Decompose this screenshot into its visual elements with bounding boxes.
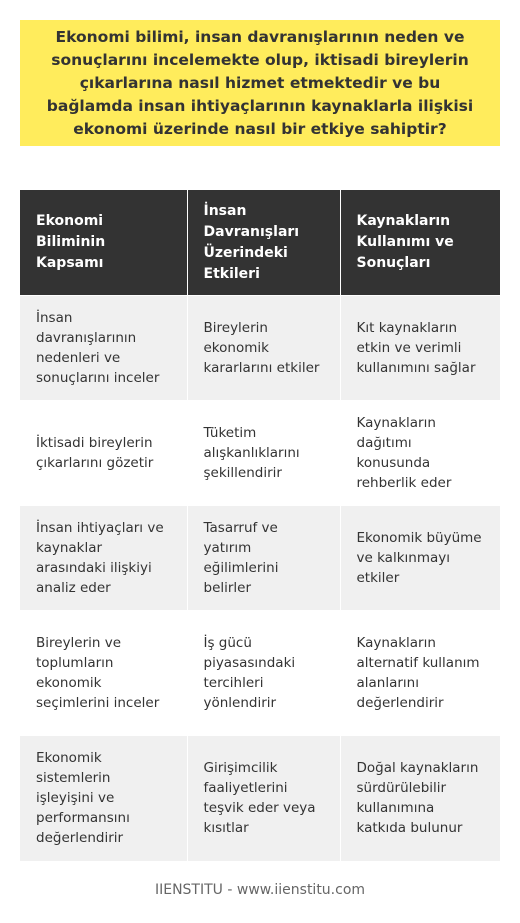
table-cell: Doğal kaynakların sürdürülebilir kullanımına katkıda bulunur	[340, 736, 500, 861]
table-header-row	[20, 190, 500, 296]
table-cell: Kıt kaynakların etkin ve verimli kullanımını sağlar	[340, 296, 500, 401]
header-resource-usage: Kaynakların Kullanımı ve Sonuçları	[340, 190, 500, 296]
table-cell: Girişimcilik faaliyetlerini teşvik eder veya kısıtlar	[187, 736, 340, 861]
header-behavior-effects: İnsan Davranışları Üzerindeki Etkileri	[187, 190, 340, 296]
table-cell: Kaynakların alternatif kullanım alanlarını değerlendirir	[340, 611, 500, 736]
table-row	[20, 506, 500, 611]
table-row	[20, 296, 500, 401]
question-box	[20, 20, 500, 146]
table-row	[20, 611, 500, 736]
question-text: Ekonomi bilimi, insan davranışlarının neden ve sonuçlarını incelemekte olup, iktisadi bireylerin çıkarlarına nasıl hizmet etmektedir ve bu bağlamda insan ihtiyaçlarının kaynaklarla ilişkisi ekonomi üzerinde nasıl bir etkiye sahiptir?	[46, 27, 474, 138]
table-row	[20, 401, 500, 506]
comparison-table	[20, 190, 500, 861]
comparison-table-container	[20, 190, 500, 861]
table-cell: İnsan ihtiyaçları ve kaynaklar arasındaki ilişkiyi analiz eder	[20, 506, 187, 611]
table-cell: Tasarruf ve yatırım eğilimlerini belirler	[187, 506, 340, 611]
table-cell: Kaynakların dağıtımı konusunda rehberlik eder	[340, 401, 500, 506]
table-cell: Tüketim alışkanlıklarını şekillendirir	[187, 401, 340, 506]
table-cell: İş gücü piyasasındaki tercihleri yönlendirir	[187, 611, 340, 736]
table-row	[20, 736, 500, 861]
table-cell: İktisadi bireylerin çıkarlarını gözetir	[20, 401, 187, 506]
table-cell: Bireylerin ekonomik kararlarını etkiler	[187, 296, 340, 401]
table-cell: İnsan davranışlarının nedenleri ve sonuçlarını inceler	[20, 296, 187, 401]
table-cell: Ekonomik sistemlerin işleyişini ve performansını değerlendirir	[20, 736, 187, 861]
table-cell: Ekonomik büyüme ve kalkınmayı etkiler	[340, 506, 500, 611]
header-scope: Ekonomi Biliminin Kapsamı	[20, 190, 187, 296]
table-cell: Bireylerin ve toplumların ekonomik seçimlerini inceler	[20, 611, 187, 736]
footer-credit: IIENSTITU - www.iienstitu.com	[154, 882, 366, 898]
